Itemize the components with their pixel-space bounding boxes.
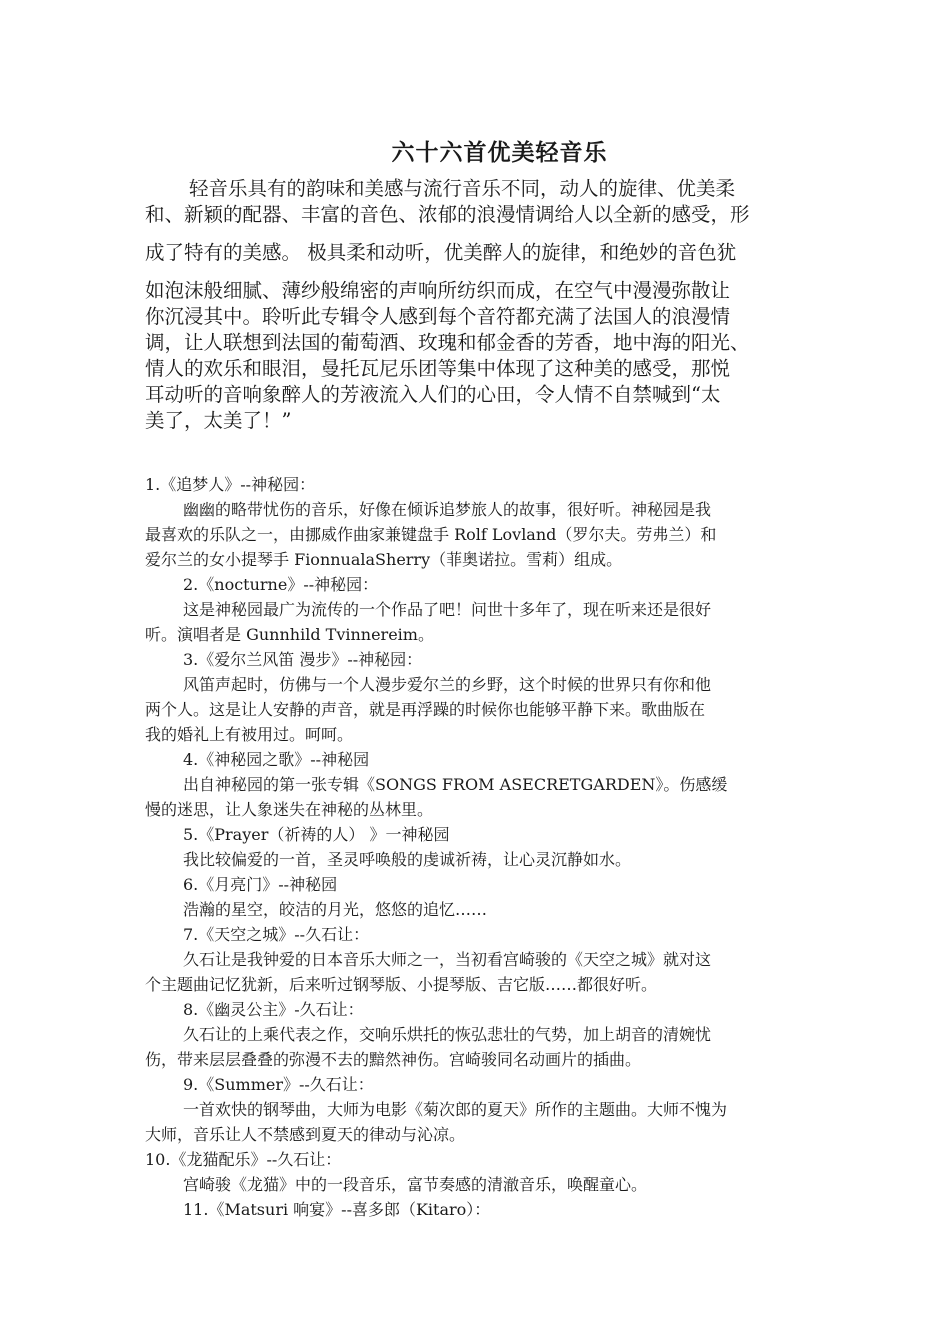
list-item-description: 个主题曲记忆犹新，后来听过钢琴版、小提琴版、吉它版……都很好听。 (145, 975, 658, 994)
list-item-heading: 9.《Summer》--久石让： (183, 1075, 374, 1094)
list-item-description: 幽幽的略带忧伤的音乐，好像在倾诉追梦旅人的故事，很好听。神秘园是我 (183, 500, 712, 519)
list-item-heading: 11.《Matsuri 响宴》--喜多郎（Kitaro）： (183, 1200, 491, 1219)
list-item-description: 最喜欢的乐队之一，由挪威作曲家兼键盘手 Rolf Lovland（罗尔夫。劳弗兰）和 (145, 525, 717, 544)
list-item-description: 浩瀚的星空，皎洁的月光，悠悠的追忆…… (183, 900, 488, 919)
list-item-description: 风笛声起时，仿佛与一个人漫步爱尔兰的乡野，这个时候的世界只有你和他 (183, 675, 712, 694)
list-item-description: 两个人。这是让人安静的声音，就是再浮躁的时候你也能够平静下来。歌曲版在 (145, 700, 706, 719)
list-item-description: 这是神秘园最广为流传的一个作品了吧！问世十多年了，现在听来还是很好 (183, 600, 712, 619)
list-item-heading: 1.《追梦人》--神秘园： (145, 475, 316, 494)
music-list (145, 472, 810, 1222)
list-item-heading: 5.《Prayer（祈祷的人） 》一神秘园 (183, 825, 450, 844)
list-item-heading: 3.《爱尔兰风笛 漫步》--神秘园： (183, 650, 423, 669)
intro-line: 耳动听的音响象醉人的芳液流入人们的心田，令人情不自禁喊到“太 (145, 383, 721, 406)
list-item-description: 爱尔兰的女小提琴手 FionnualaSherry（菲奥诺拉。雪莉）组成。 (145, 550, 623, 569)
list-item-description: 宫崎骏《龙猫》中的一段音乐，富节奏感的清澈音乐，唤醒童心。 (183, 1175, 648, 1194)
intro-line: 你沉浸其中。聆听此专辑令人感到每个音符都充满了法国人的浪漫情 (145, 305, 731, 328)
intro-line: 成了特有的美感。 极具柔和动听，优美醉人的旋律，和绝妙的音色犹 (145, 241, 737, 264)
list-item-heading: 8.《幽灵公主》-久石让： (183, 1000, 364, 1019)
intro-line: 情人的欢乐和眼泪，曼托瓦尼乐团等集中体现了这种美的感受，那悦 (145, 357, 731, 380)
intro-line: 如泡沫般细腻、薄纱般绵密的声响所纺织而成，在空气中漫漫弥散让 (145, 279, 731, 302)
page-title: 六十六首优美轻音乐 (391, 139, 608, 166)
intro-paragraph (145, 176, 810, 434)
list-item-heading: 7.《天空之城》--久石让： (183, 925, 370, 944)
list-item-description: 我的婚礼上有被用过。呵呵。 (145, 725, 354, 744)
document-page (145, 0, 810, 1344)
list-item-description: 一首欢快的钢琴曲，大师为电影《菊次郎的夏天》所作的主题曲。大师不愧为 (183, 1100, 728, 1119)
list-item-heading: 6.《月亮门》--神秘园 (183, 875, 338, 894)
list-item-heading: 4.《神秘园之歌》--神秘园 (183, 750, 370, 769)
intro-line: 轻音乐具有的韵味和美感与流行音乐不同，动人的旋律、优美柔 (189, 177, 736, 200)
list-item-heading: 10.《龙猫配乐》--久石让： (145, 1150, 342, 1169)
list-item-description: 出自神秘园的第一张专辑《SONGS FROM ASECRETGARDEN》。伤感缓 (183, 775, 728, 794)
list-item-description: 伤，带来层层叠叠的弥漫不去的黯然神伤。宫崎骏同名动画片的插曲。 (145, 1050, 642, 1069)
list-item-description: 大师，音乐让人不禁感到夏天的律动与沁凉。 (145, 1125, 466, 1144)
list-item-description: 听。演唱者是 Gunnhild Tvinnereim。 (145, 625, 434, 644)
list-item-description: 我比较偏爱的一首，圣灵呼唤般的虔诚祈祷，让心灵沉静如水。 (183, 850, 632, 869)
intro-line: 调，让人联想到法国的葡萄酒、玫瑰和郁金香的芳香，地中海的阳光、 (145, 331, 750, 354)
intro-line: 美了，太美了！” (145, 409, 292, 432)
list-item-description: 久石让是我钟爱的日本音乐大师之一，当初看宫崎骏的《天空之城》就对这 (183, 950, 712, 969)
list-item-heading: 2.《nocturne》--神秘园： (183, 575, 379, 594)
list-item-description: 久石让的上乘代表之作，交响乐烘托的恢弘悲壮的气势，加上胡音的清婉忧 (183, 1025, 712, 1044)
intro-line: 和、新颖的配器、丰富的音色、浓郁的浪漫情调给人以全新的感受，形 (145, 203, 750, 226)
list-item-description: 慢的迷思，让人象迷失在神秘的丛林里。 (145, 800, 434, 819)
